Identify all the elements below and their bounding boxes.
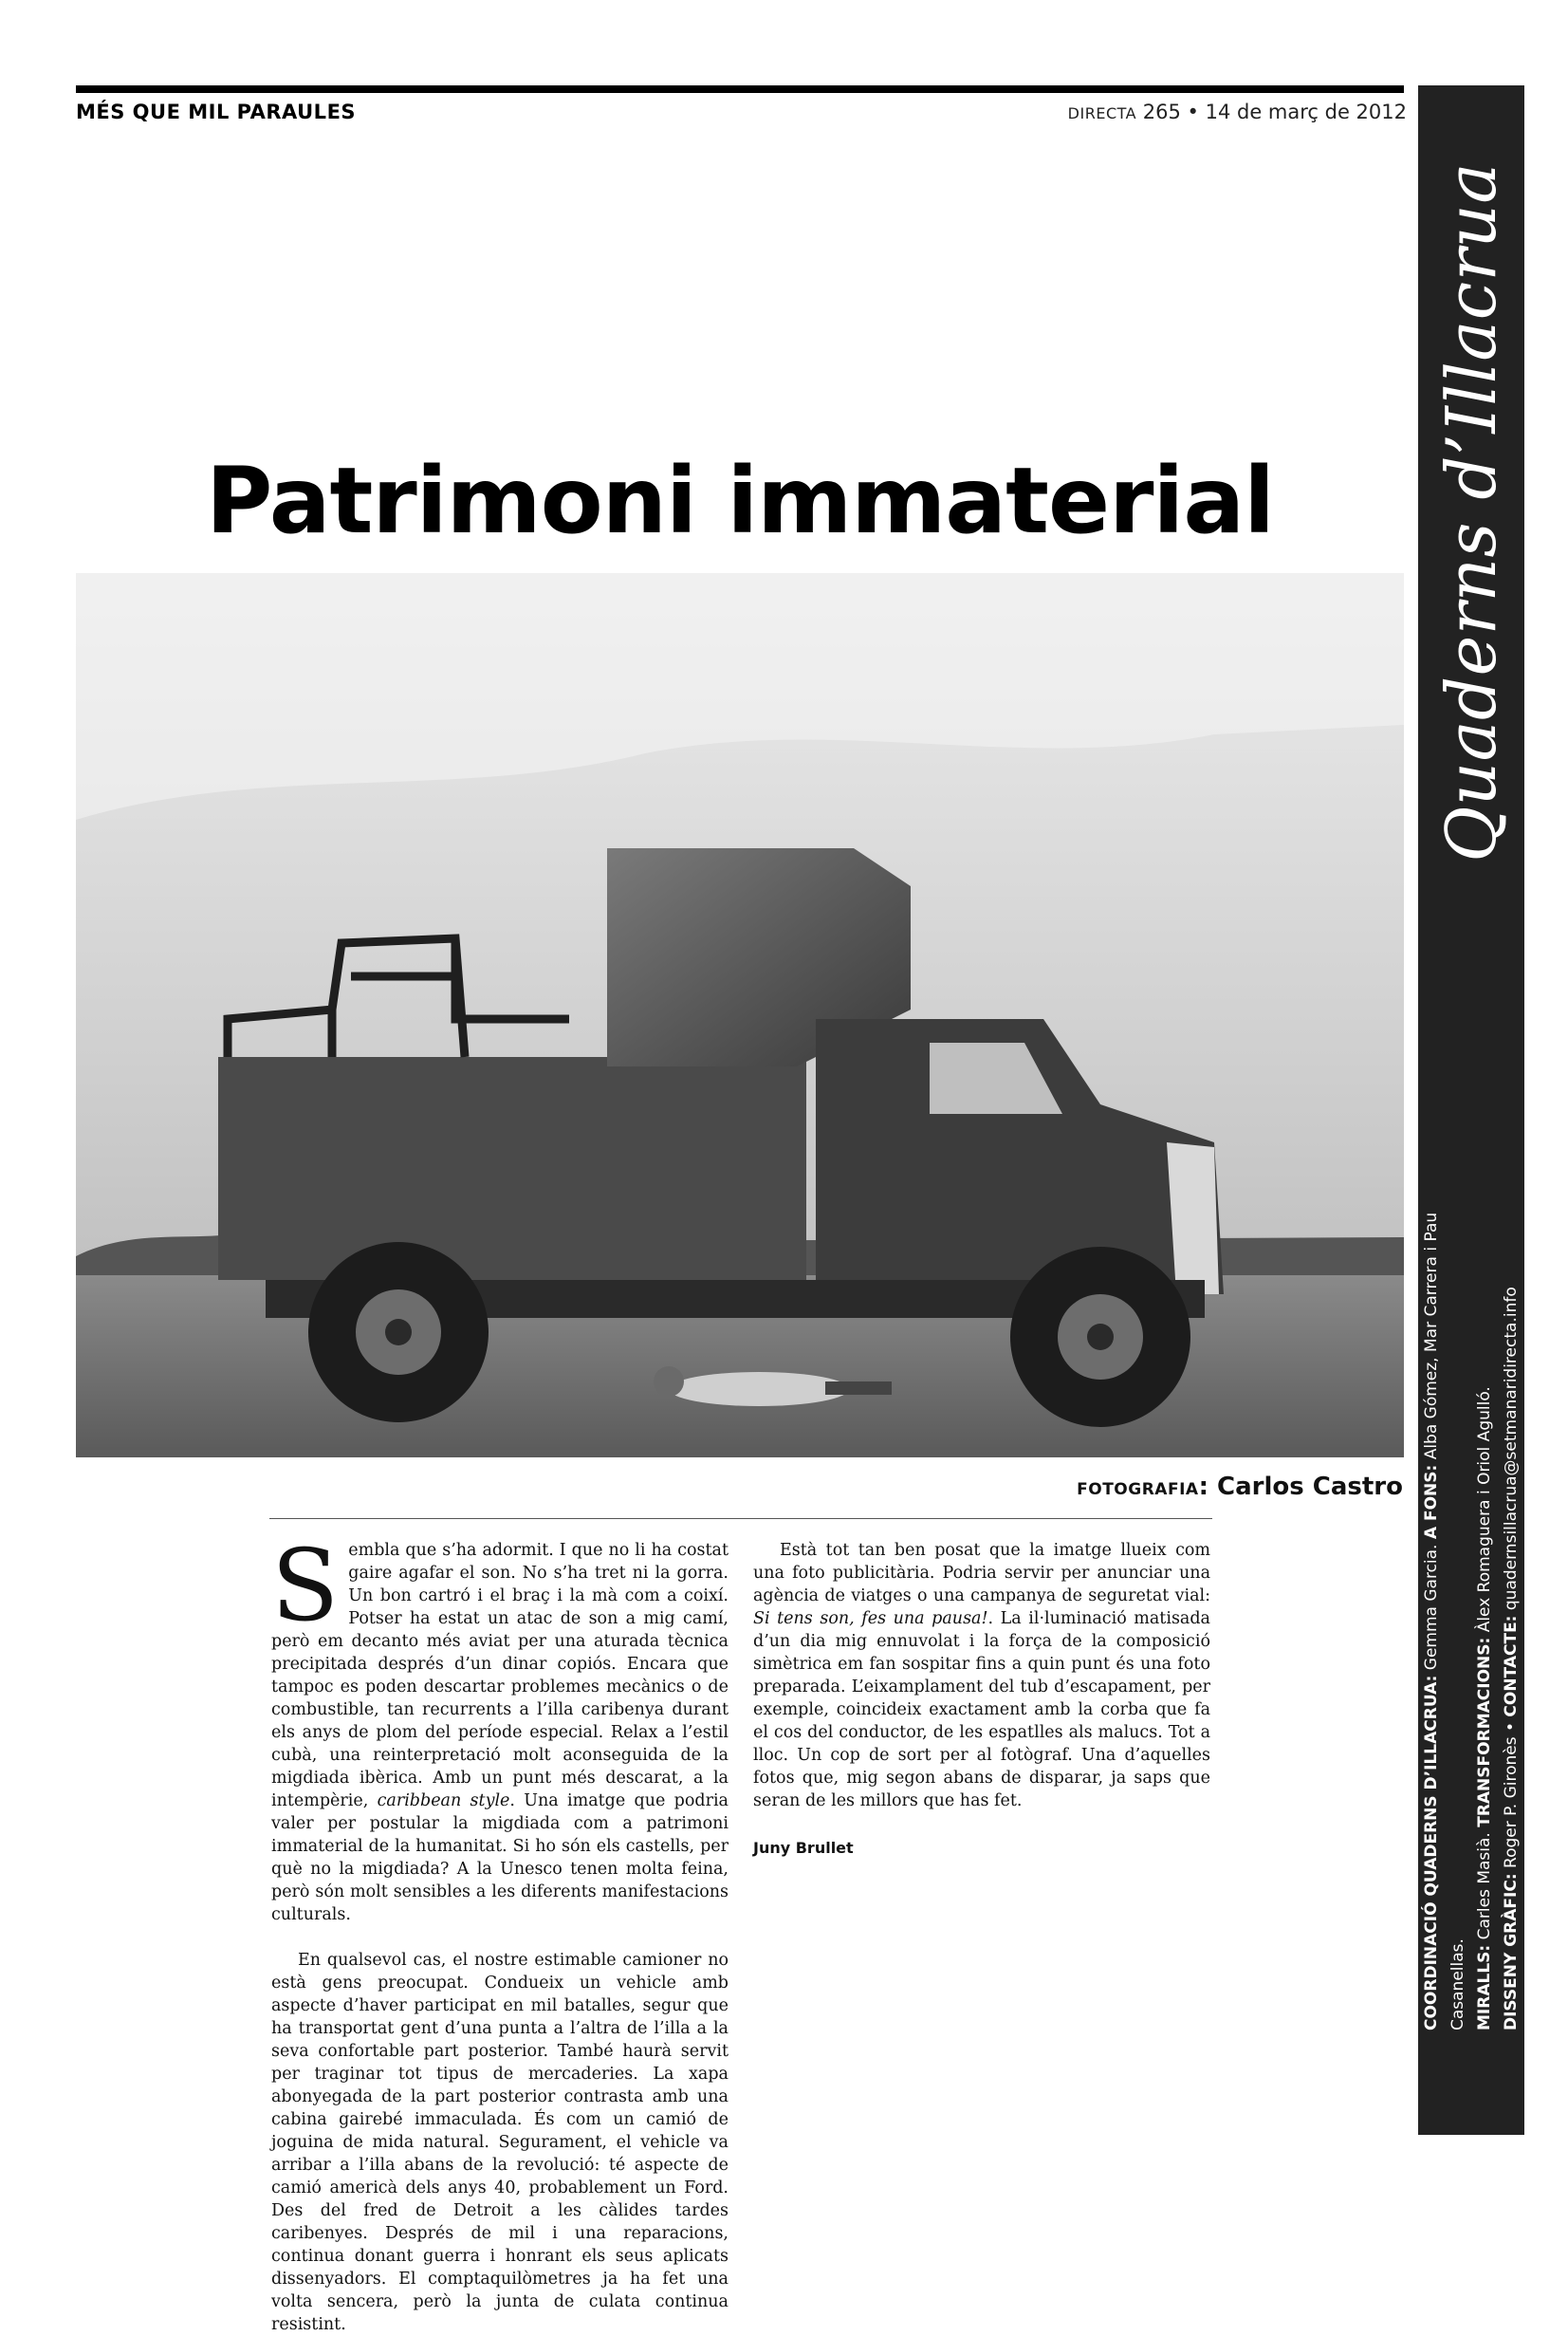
paragraph-3 [753,1539,1210,1812]
credits-block [1418,1158,1524,2030]
photo-credit-label: FOTOGRAFIA [1077,1480,1199,1499]
front-wheel [1010,1247,1190,1427]
credit-label: CONTACTE: [1502,1615,1521,1717]
paragraph-text: Està tot tan ben posat que la imatge llueix com una foto publicitària. Podria servir per anunciar una agència de viatges o una campanya de seguretat vial: [753,1541,1210,1605]
top-rule [76,85,1404,93]
credit-text: Roger P. Gironès • [1502,1716,1521,1874]
paragraph-text: embla que s’ha adormit. I que no li ha costat gaire agafar el son. No s’ha tret ni la gorra. Un bon cartró i el braç i la mà com a coixí. Potser ha estat un atac de son a mig camí, però em decanto més aviat per una aturada tècnica precipitada després d’un dinar copiós. Encara que tampoc es poden descartar problemes mecànics o de combustible, tan recurrents a l’illa caribenya durant els anys de plom del període especial. Relax a l’estil cubà, una reinterpretació molt aconseguida de la migdiada ibèrica. Amb un punt més descarat, a la intempèrie, [271,1541,729,1810]
truck-bed [218,1057,806,1280]
paragraph-1 [271,1528,729,1926]
credits-line-2 [1471,1158,1498,2030]
credit-label: A FONS: [1422,1464,1441,1540]
issue-prefix: DIRECTA [1067,104,1137,122]
credit-text: Gemma Garcia. [1422,1539,1441,1676]
text-column-2 [753,1539,1210,1860]
truck-illustration [76,573,1404,1457]
issue-info [1068,101,1407,123]
credit-label: COORDINACIÓ QUADERNS D’ILLACRUA: [1422,1675,1441,2030]
credit-text: Carles Masià. [1475,1826,1494,1945]
credit-label: TRANSFORMACIONS: [1475,1637,1494,1827]
photo-credit-name: Carlos Castro [1208,1473,1403,1501]
paragraph-text: . Una imatge que podria valer per postular la migdiada com a patrimoni immaterial de la humanitat. Si ho són els castells, per què no la migdiada? A la Unesco tenen molta feina, però són molt sensibles a les diferents manifestacions culturals. [271,1791,729,1924]
paragraph-emphasis: caribbean style [377,1791,510,1810]
paragraph-text: . La il·luminació matisada d’un dia mig ennuvolat i la força de la composició simètrica em fan sospitar fins a quin punt és una foto preparada. L’eixamplament del tub d’escapament, per exemple, coincideix exactament amb la corba que fa el cos del conductor, de les espatlles als malucs. Tot a lloc. Un cop de sort per al fotògraf. Una d’aquelles fotos que, mig segon abans de disparar, ja saps que seran de les millors que has fet. [753,1609,1210,1810]
credit-text: Àlex Romaguera i Oriol Agulló. [1475,1386,1494,1638]
section-name: MÉS QUE MIL PARAULES [76,101,357,123]
magazine-title-block [1418,162,1524,862]
credit-label: DISSENY GRÀFIC: [1502,1873,1521,2030]
caption-rule [269,1518,1212,1519]
credits-text [1418,1158,1524,2030]
rear-wheel [308,1242,489,1422]
article-title: Patrimoni immaterial [205,448,1275,554]
photo-credit-colon: : [1198,1473,1208,1501]
credits-line-1 [1418,1158,1471,2030]
photo-caption [1077,1473,1403,1501]
magazine-title: Quaderns d’Illacrua [1431,162,1511,862]
paragraph-2: En qualsevol cas, el nostre estimable camioner no està gens preocupat. Condueix un vehicle amb aspecte d’haver participat en mil batalles, segur que ha transportat gent d’una punta a l’altra de l’illa a la seva confortable part posterior. També haurà servit per traginar tot tipus de mercaderies. La xapa abonyegada de la part posterior contrasta amb una cabina gairebé immaculada. És com un camió de joguina de mida natural. Segurament, el vehicle va arribar a l’illa abans de la revolució: té aspecte de camió americà dels anys 40, probablement un Ford. Des del fred de Detroit a les càlides tardes caribenyes. Després de mil i una reparacions, continua donant guerra i honrant els seus aplicats dissenyadors. El comptaquilòmetres ja ha fet una volta sencera, però la junta de culata continua resistint. [271,1951,729,2334]
text-column-1 [271,1528,729,2336]
truck-photo [76,573,1404,1457]
credit-label: MIRALLS: [1475,1944,1494,2030]
paragraph-emphasis: Si tens son, fes una pausa! [753,1609,988,1628]
credit-text: quadernsillacrua@setmanaridirecta.info [1502,1287,1521,1616]
drop-cap: S [271,1528,340,1643]
author-byline: Juny Brullet [753,1839,854,1857]
credit-text: Alba Gómez, Mar Carrera i Pau Casanellas. [1422,1212,1467,2030]
issue-date: 265 • 14 de març de 2012 [1136,101,1407,123]
credits-line-3 [1498,1158,1524,2030]
